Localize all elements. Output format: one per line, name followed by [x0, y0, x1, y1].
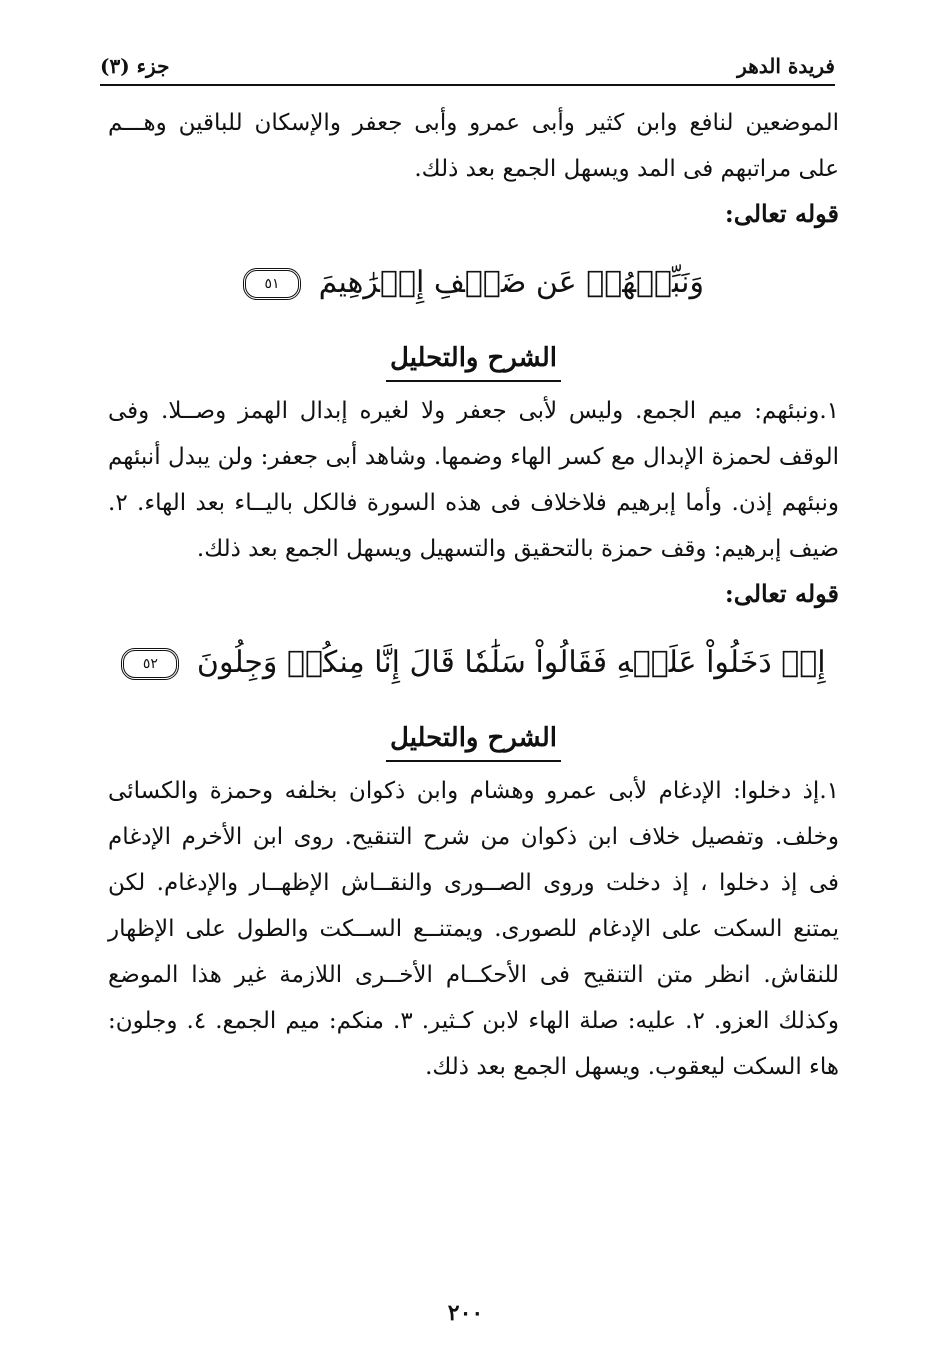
section-1-heading — [108, 338, 839, 382]
section-1-title: الشرح والتحليل — [386, 338, 561, 382]
verse-2-number-marker: ٥٢ — [121, 648, 179, 680]
verse-2 — [108, 638, 839, 688]
page-number: ٢٠٠ — [447, 1300, 484, 1326]
running-header — [100, 38, 835, 78]
section-2-paragraph: ١.إذ دخلوا: الإدغام لأبى عمرو وهشام وابن ذكوان بخلفه وحمزة والكسائى وخلف. وتفصيل خلاف ابن ذكوان من شرح التنقيح. روى ابن الأخرم الإدغام فى إذ دخلوا ، إذ دخلت وروى الصــورى والنقــاش الإظهــار والإدغام. لكن يمتنع السكت على الإدغام للصورى. ويمتنــع الســكت والطول على الإظهار للنقاش. انظر متن التنقيح فى الأحكــام الأخــرى اللازمة غير هذا الموضع وكذلك العزو. ٢. عليه: صلة الهاء لابن كـثير. ٣. منكم: ميم الجمع. ٤. وجلون: هاء السكت ليعقوب. ويسهل الجمع بعد ذلك. — [108, 778, 840, 1080]
verse-1 — [108, 258, 839, 308]
intro-paragraph: الموضعين لنافع وابن كثير وأبى عمرو وأبى جعفر والإسكان للباقين وهـــم على مراتبهم فى المد ويسهل الجمع بعد ذلك. — [108, 110, 839, 182]
book-title: فريدة الدهر — [737, 54, 835, 78]
verse-2-label: قوله تعالى: — [724, 579, 839, 608]
header-rule — [100, 84, 835, 86]
section-2-heading — [108, 718, 839, 762]
verse-1-text: وَنَبِّئۡهُمۡ عَن ضَيۡفِ إِبۡرَٰهِيمَ — [318, 265, 704, 300]
part-label: جزء (٣) — [100, 54, 170, 78]
verse-2-text: إِذۡ دَخَلُواْ عَلَيۡهِ فَقَالُواْ سَلَٰمٗا قَالَ إِنَّا مِنكُمۡ وَجِلُونَ — [196, 645, 826, 680]
verse-1-label: قوله تعالى: — [724, 199, 839, 228]
verse-1-number-marker: ٥١ — [243, 268, 301, 300]
page-content — [108, 100, 839, 1090]
section-2-title: الشرح والتحليل — [386, 718, 561, 762]
section-1-paragraph: ١.ونبئهم: ميم الجمع. وليس لأبى جعفر ولا لغيره إبدال الهمز وصــلا. وفى الوقف لحمزة الإبدال مع كسر الهاء وضمها. وشاهد أبى جعفر: ولن يبدل أنبئهم ونبئهم إذن. وأما إبرهيم فلاخلاف فى هذه السورة فالكل باليــاء بعد الهاء. ٢. ضيف إبرهيم: وقف حمزة بالتحقيق والتسهيل ويسهل الجمع بعد ذلك. — [108, 398, 839, 562]
